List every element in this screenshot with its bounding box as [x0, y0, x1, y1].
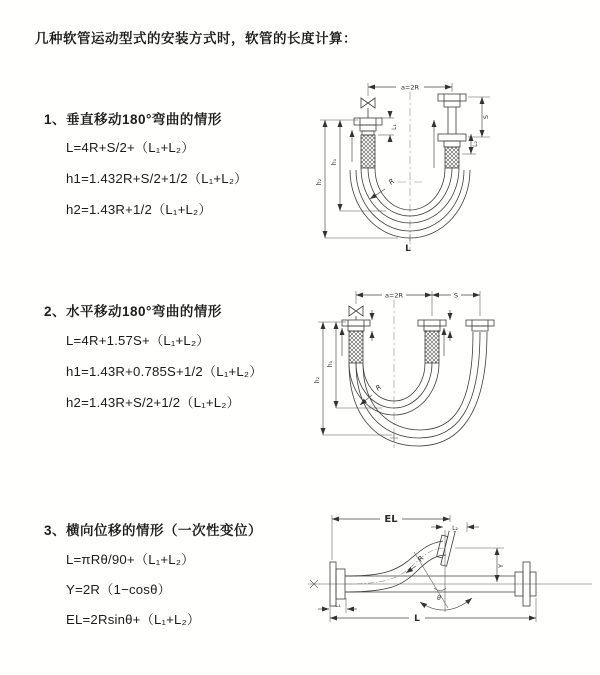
dimension-h2-label: h₂ [314, 376, 321, 384]
section-2-heading: 2、水平移动180°弯曲的情形 [44, 304, 222, 319]
dimension-span-label: a=2R [400, 83, 420, 92]
dimension-Y-label: Y [497, 564, 505, 568]
section-3-formula-EL: EL=2Rsinθ+（L₁+L₂） [66, 612, 201, 627]
braided-hose-middle [425, 331, 439, 363]
s-curve-hose [345, 541, 446, 592]
section-3-formula-L: L=πRθ/90+（L₁+L₂） [66, 552, 195, 567]
section-3-heading: 3、横向位移的情形（一次性变位） [44, 523, 263, 538]
radius-label: R [416, 554, 426, 564]
diagram-vertical-180-bend [310, 70, 600, 260]
swing-arrow [420, 598, 472, 610]
valve-icon [349, 306, 363, 316]
valve-icon [361, 98, 375, 108]
section-1-heading: 1、垂直移动180°弯曲的情形 [44, 112, 222, 127]
dimension-h2-label: h₂ [316, 178, 323, 186]
right-flange [466, 320, 494, 331]
theta-label: θ [437, 594, 441, 602]
braided-hose-right [445, 147, 459, 168]
dimension-S-label: S [482, 114, 490, 120]
right-flange-upper [438, 94, 466, 107]
section-1-formula-L: L=4R+S/2+（L₁+L₂） [66, 140, 195, 155]
braided-hose-left [361, 135, 375, 168]
radius-label: R [387, 177, 397, 187]
braided-hose-left [349, 331, 363, 363]
left-flange [354, 118, 382, 135]
dimension-h1-label: h₁ [331, 158, 338, 166]
diagram-lateral-displacement [300, 506, 600, 646]
diagram-horizontal-180-bend [310, 280, 600, 470]
length-label: L [405, 244, 411, 254]
dimension-S-label: S [453, 291, 459, 300]
dimension-span-label: a=2R [384, 291, 404, 300]
middle-flange [418, 320, 446, 331]
section-1-formula-h2: h2=1.43R+1/2（L₁+L₂） [66, 202, 212, 217]
right-flange-lower [438, 134, 466, 147]
section-2-formula-h1: h1=1.43R+0.785S+1/2（L₁+L₂） [66, 364, 263, 379]
left-flange [342, 320, 370, 331]
dimension-L1-label: L₁ [335, 602, 341, 609]
hose-u-position-2 [349, 332, 487, 446]
dimension-h1-label: h₁ [327, 360, 334, 368]
section-2-formula-L: L=4R+1.57S+（L₁+L₂） [66, 333, 210, 348]
dimension-L2-label: L₂ [472, 141, 479, 147]
radius-label: R [374, 383, 384, 393]
dimension-L-label: L [414, 614, 420, 624]
section-3-formula-Y: Y=2R（1−cosθ） [66, 582, 172, 597]
dimension-L1-label: L₁ [391, 124, 398, 130]
dimension-L2-label: L₂ [452, 525, 458, 532]
section-1-formula-h1: h1=1.432R+S/2+1/2（L₁+L₂） [66, 171, 248, 186]
section-2-formula-h2: h2=1.43R+S/2+1/2（L₁+L₂） [66, 395, 241, 410]
dimension-EL-label: EL [384, 514, 398, 525]
page-title: 几种软管运动型式的安装方式时，软管的长度计算： [35, 31, 357, 46]
